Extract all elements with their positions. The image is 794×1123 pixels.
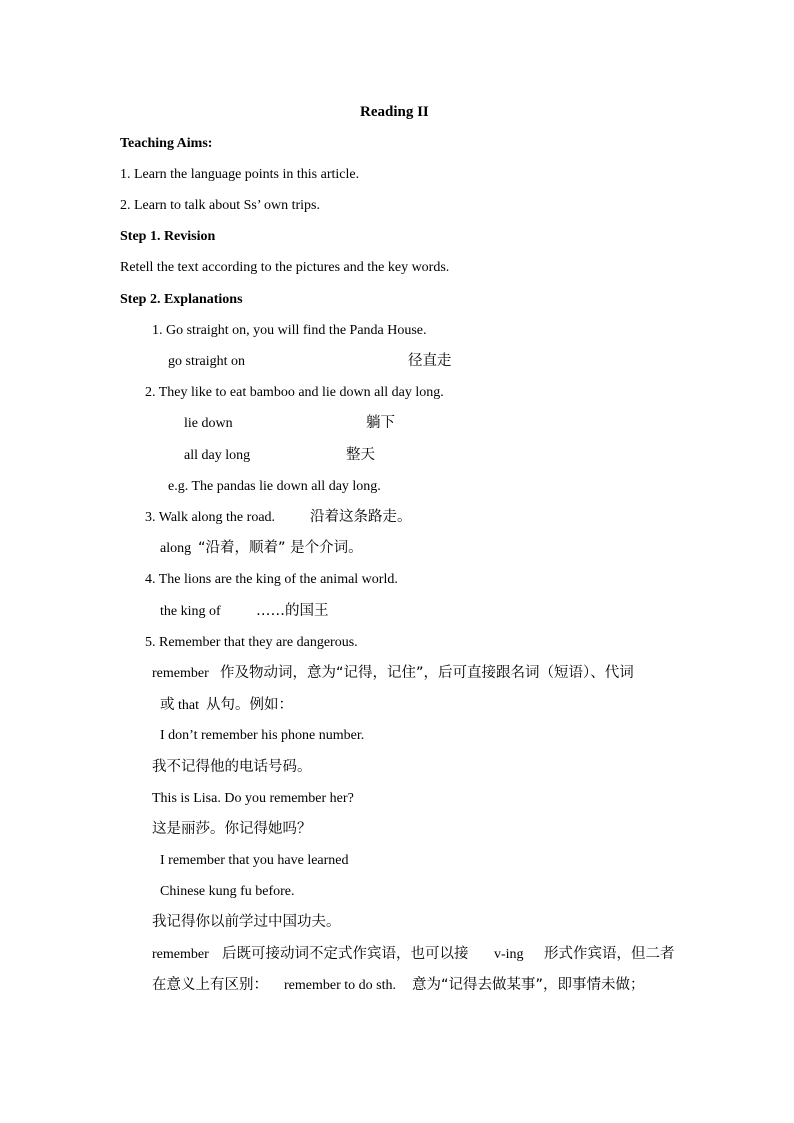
point5-explain-clause: 从句。例如： [206,697,293,713]
step1-text: Retell the text according to the pictures and the key words. [120,260,450,275]
point3-sentence: 3. Walk along the road. [145,510,276,525]
point5-explain-that: that [178,698,199,713]
aim-item-2: 2. Learn to talk about Ss’ own trips. [120,198,320,213]
example2-chinese: 这是丽莎。你记得她吗？ [152,821,312,837]
point5-explain-or: 或 [160,697,175,713]
point3-meaning: 沿着这条路走。 [310,509,412,525]
usage-word: remember [152,947,209,962]
point4-sentence: 4. The lions are the king of the animal world. [145,572,398,587]
point2-phrase2: all day long [184,448,251,463]
usage-text-1: 后既可接动词不定式作宾语，也可以接 [222,946,469,962]
point2-sentence: 2. They like to eat bamboo and lie down all day long. [145,385,444,400]
step2-heading: Step 2. Explanations [120,292,243,307]
example2-english: This is Lisa. Do you remember her? [152,791,354,806]
example3-english-line2: Chinese kung fu before. [160,884,295,899]
aim-item-1: 1. Learn the language points in this article. [120,167,360,182]
point4-phrase: the king of [160,604,221,619]
point1-meaning: 径直走 [408,353,452,369]
usage-text-3: 在意义上有区别： [152,977,268,993]
point1-sentence: 1. Go straight on, you will find the Panda House. [152,323,427,338]
point3-note-word: along [160,541,192,556]
step1-heading: Step 1. Revision [120,229,216,244]
point2-meaning1: 躺下 [366,415,395,431]
usage-text-2: 形式作宾语，但二者 [544,946,675,962]
example1-english: I don’t remember his phone number. [160,728,365,743]
point2-example: e.g. The pandas lie down all day long. [168,479,381,494]
point2-meaning2: 整天 [346,447,375,463]
page-title: Reading II [360,104,429,120]
point1-phrase: go straight on [168,354,245,369]
usage-text-4: 意为“记得去做某事”，即事情未做； [412,977,645,993]
usage-phrase: remember to do sth. [284,978,396,993]
point3-note-meaning: “沿着，顺着” 是个介词。 [198,540,363,556]
teaching-aims-heading: Teaching Aims: [120,136,213,151]
point5-explain-text: 作及物动词，意为“记得，记住”，后可直接跟名词（短语）、代词 [220,665,634,681]
example3-chinese: 我记得你以前学过中国功夫。 [152,914,341,930]
point5-sentence: 5. Remember that they are dangerous. [145,635,358,650]
example1-chinese: 我不记得他的电话号码。 [152,759,312,775]
point4-meaning: ……的国王 [256,603,329,619]
point5-explain-word: remember [152,666,209,681]
point2-phrase1: lie down [184,416,233,431]
usage-ving: v-ing [494,947,524,962]
example3-english-line1: I remember that you have learned [160,853,349,868]
